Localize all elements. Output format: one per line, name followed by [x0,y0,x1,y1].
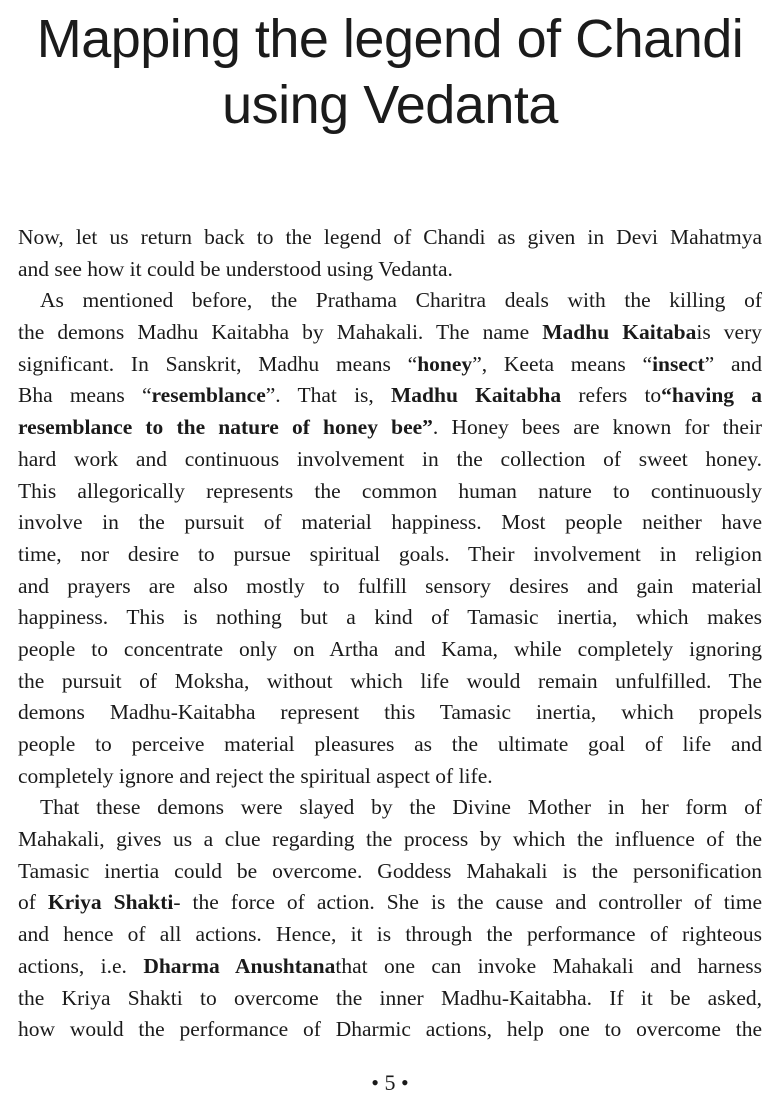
text-line [18,539,762,571]
text-line [18,792,762,824]
text-line [18,476,762,508]
paragraph [18,285,762,792]
text-line [18,729,762,761]
text-line [18,634,762,666]
text-line [18,571,762,603]
bold-text: Madhu Kaitaba [542,320,697,345]
text-line [18,697,762,729]
text-run: demons Madhu-Kaitabha represent this Tamasic inertia, which propels [18,700,762,725]
text-run: ”. That is, [265,383,391,408]
bold-text: Dharma Anushtana [143,953,336,978]
text-run: This allegorically represents the common human nature to continuously [18,478,762,503]
text-line [18,919,762,951]
text-run: and prayers are also mostly to fulfill sensory desires and gain material [18,573,762,598]
text-line [18,317,762,349]
text-run: ”, Keeta means “ [472,351,653,376]
text-run: that one can invoke Mahakali and harness [335,953,762,978]
text-run: actions, i.e. [18,953,144,978]
text-line [18,951,762,983]
text-run: and see how it could be understood using Vedanta. [18,256,453,281]
text-line [18,254,762,286]
text-line [18,983,762,1015]
text-line [18,887,762,919]
text-run: the Kriya Shakti to overcome the inner Madhu-Kaitabha. If it be asked, [18,985,762,1010]
text-run: people to concentrate only on Artha and Kama, while completely ignoring [18,636,762,661]
text-run: ” and [704,351,762,376]
text-run: - the force of action. She is the cause and controller of time [173,890,762,915]
text-line [18,412,762,444]
text-line [18,666,762,698]
text-run: significant. In Sanskrit, Madhu means “ [18,351,418,376]
text-run: Mahakali, gives us a clue regarding the process by which the influence of the [18,827,762,852]
text-run: involve in the pursuit of material happiness. Most people neither have [18,510,762,535]
bold-text: insect [652,351,705,376]
paragraph [18,792,762,1046]
text-run: refers to [561,383,662,408]
chapter-title-line-1: Mapping the legend of Chandi [36,9,744,69]
text-run: the demons Madhu Kaitabha by Mahakali. The name [18,320,543,345]
bold-text: honey [417,351,473,376]
bold-text: Kriya Shakti [47,890,174,915]
page-number: • 5 • [371,1070,409,1095]
chapter-title-line-2: using Vedanta [222,75,558,135]
bold-text: resemblance to the nature of honey bee” [18,415,433,440]
text-run: Bha means “ [18,383,152,408]
chapter-title [0,6,780,138]
text-run: how would the performance of Dharmic actions, help one to overcome the [18,1017,762,1042]
text-line [18,1014,762,1046]
text-run: of [18,890,48,915]
text-line [18,285,762,317]
text-line [18,824,762,856]
text-line [18,602,762,634]
text-line [18,444,762,476]
text-line [18,856,762,888]
text-line [18,507,762,539]
paragraph [18,222,762,285]
text-run: and hence of all actions. Hence, it is through the performance of righteous [18,922,762,947]
text-run: hard work and continuous involvement in the collection of sweet honey. [18,446,762,471]
bold-text: “having a [661,383,763,408]
bold-text: resemblance [151,383,266,408]
text-line [18,380,762,412]
text-run: Tamasic inertia could be overcome. Goddess Mahakali is the personification [18,858,762,883]
text-line [18,222,762,254]
text-run: people to perceive material pleasures as the ultimate goal of life and [18,732,762,756]
text-run: That these demons were slayed by the Divine Mother in her form of [40,795,762,820]
body-text [18,222,762,1046]
text-line [18,761,762,793]
text-run: . Honey bees are known for their [432,415,762,440]
text-run: time, nor desire to pursue spiritual goals. Their involvement in religion [18,541,762,566]
text-run: As mentioned before, the Prathama Charitra deals with the killing of [40,288,762,313]
bold-text: Madhu Kaitabha [390,383,562,408]
text-line [18,349,762,381]
text-run: the pursuit of Moksha, without which life would remain unfulfilled. The [18,668,762,693]
text-run: Now, let us return back to the legend of Chandi as given in Devi Mahatmya [18,225,762,249]
text-run: happiness. This is nothing but a kind of Tamasic inertia, which makes [18,605,762,630]
text-run: is very [696,320,763,345]
text-run: completely ignore and reject the spiritual aspect of life. [18,763,493,788]
